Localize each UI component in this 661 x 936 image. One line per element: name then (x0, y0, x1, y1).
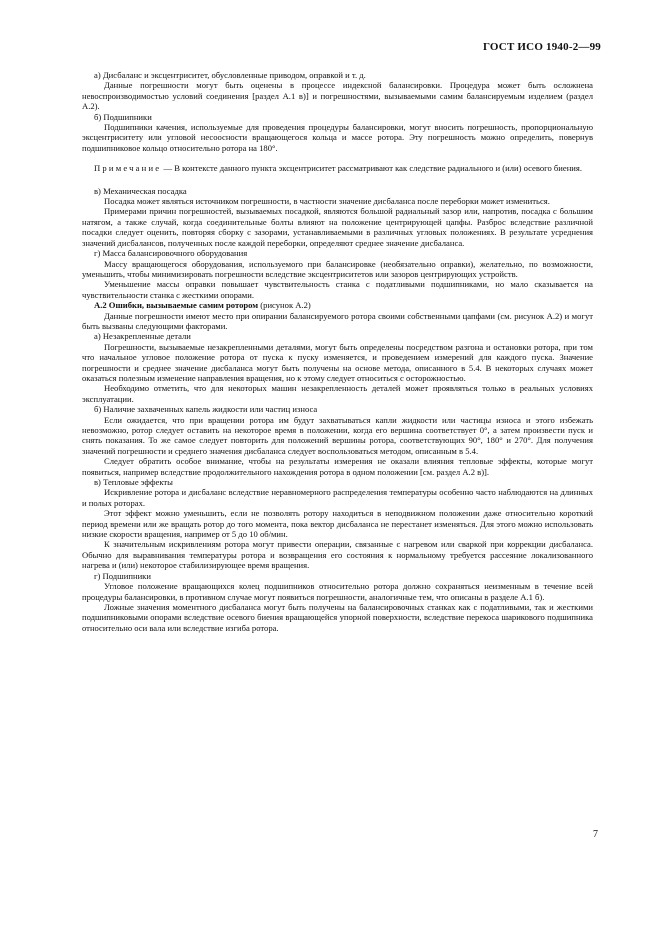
body-paragraph: Необходимо отметить, что для некоторых машин незакрепленность деталей может проявляться только в реальных условиях эксплуатации. (82, 383, 593, 404)
body-paragraph: Следует обратить особое внимание, чтобы на результаты измерения не оказали влияния тепловые эффекты, которые могут появиться, например вследствие продолжительного нахождения ротора в одном положении [см. раздел А.2 в)]. (82, 456, 593, 477)
body-paragraph: Данные погрешности имеют место при опирании балансируемого ротора своими собственными цапфами (см. рисунок А.2) и могут быть вызваны следующими факторами. (82, 310, 593, 331)
standard-header: ГОСТ ИСО 1940-2—99 (482, 41, 601, 53)
subsection-title: а) Дисбаланс и эксцентриситет, обусловленные приводом, оправкой и т. д. (94, 70, 366, 80)
body-paragraph: Подшипники качения, используемые для проведения процедуры балансировки, могут вносить погрешность, пропорциональную эксцентриситету или угловой несоосности вращающегося кольца и массе ротора. Эту погрешность можно определить, повернув подшипниковое кольцо относительно ротора на 180°. (82, 122, 593, 153)
subsection-title: б) Наличие захваченных капель жидкости или частиц износа (94, 404, 318, 415)
body-paragraph: Искривление ротора и дисбаланс вследствие неравномерного распределения температуры особенно часто наблюдаются на длинных и полых роторах. (82, 487, 593, 508)
body-paragraph: Массу вращающегося оборудования, используемого при балансировке (необязательно оправки), желательно, по возможности, уменьшить, чтобы минимизировать погрешности вследствие эксцентриситетов или зазоров центрирующих устройств. (82, 258, 593, 279)
note-text: — В контексте данного пункта эксцентриситет рассматривают как следствие радиального и (или) осевого биения. (161, 163, 583, 174)
body-paragraph: Если ожидается, что при вращении ротора им будут захватываться капли жидкости или частицы износа и этого избежать невозможно, ротор следует оставить на некоторое время в положении, когда его вершина соответствует 0°, а затем произвести пуск и снять показания. То же самое следует повторить для положений вершины ротора, соответствующих 90°, 180° и 270°. Для получения значений погрешности и среднего значения дисбаланса следует воспользоваться методом, описанным в 5.4. (82, 414, 593, 456)
body-paragraph: Ложные значения моментного дисбаланса могут быть получены на балансировочных станках как с податливыми, так и жесткими подшипниковыми опорами вследствие осевого биения вращающейся упорной поверхности, вследствие перекоса шарикового подшипника относительно оси вала или вследствие изгиба ротора. (82, 601, 593, 633)
body-paragraph: Примерами причин погрешностей, вызываемых посадкой, являются большой радиальный зазор или, напротив, посадка с большим натягом, а также случай, когда соединительные болты влияют на положение центрирующей цапфы. Разброс вследствие различной посадки следует оценить, повторяя сборку с зазорами, устанавливаемыми в различных угловых положениях. В результате усреднения значений дисбалансов, полученных после каждой переборки, определяют среднее значение дисбаланса. (82, 206, 593, 248)
subsection-title: в) Тепловые эффекты (94, 477, 173, 488)
body-paragraph: Посадка может являться источником погрешности, в частности значение дисбаланса после переборки может измениться. (104, 196, 550, 207)
body-paragraph: Уменьшение массы оправки повышает чувствительность станка с податливыми подшипниками, но мало сказывается на чувствительности станка с жесткими опорами. (82, 279, 593, 300)
body-paragraph: Угловое положение вращающихся колец подшипников относительно ротора должно сохраняться неизменным в течение всей процедуры балансировки, в противном случае могут появиться погрешности, аналогичные тем, что описаны в разделе А.1 б). (82, 581, 593, 602)
body-paragraph: Погрешности, вызываемые незакрепленными деталями, могут быть определены посредством разгона и остановки ротора, при том что начальное угловое положение ротора от пуска к пуску изменяется, и проведением измерений для каждого пуска. Значение погрешности и среднее значение дисбаланса могут быть получены на основе метода, описанного в 5.4. В некоторых случаях может оказаться полезным изменение направления вращения, но к этому следует относиться с осторожностью. (82, 341, 593, 383)
body-paragraph: Данные погрешности могут быть оценены в процессе индексной балансировки. Процедура может быть осложнена невоспроизводимостью условий соединения [раздел А.1 в)] и погрешностями, вызываемыми самим балансируемым изделием (раздел А.2). (82, 80, 593, 112)
note-label: Примечание (94, 163, 162, 174)
body-paragraph: К значительным искривлениям ротора могут привести операции, связанные с нагревом или сваркой при коррекции дисбаланса. Обычно для выравнивания температуры ротора и возвращения его состояния к нормальному требуется рассеяние локализованного нагрева и (или) некоторое стабилизирующее время вращения. (82, 539, 593, 571)
section-heading-reference: (рисунок А.2) (258, 300, 311, 311)
page-number: 7 (593, 829, 598, 840)
subsection-title: в) Механическая посадка (94, 185, 187, 196)
section-heading (82, 300, 593, 310)
subsection-title: б) Подшипники (94, 111, 152, 122)
section-heading-title: А.2 Ошибки, вызываемые самим ротором (94, 300, 259, 311)
note-paragraph (82, 163, 593, 173)
subsection-title: г) Масса балансировочного оборудования (94, 248, 248, 259)
document-body (82, 70, 593, 633)
subsection-title: а) Незакрепленные детали (94, 331, 191, 342)
subsection-title: г) Подшипники (94, 570, 151, 581)
body-paragraph: Этот эффект можно уменьшить, если не позволять ротору находиться в неподвижном положении даже относительно короткий период времени или же вращать ротор до того момента, пока вектор дисбаланса не перестанет изменяться. Для этого можно использовать низкие скорости вращения, например от 5 до 10 об/мин. (82, 508, 593, 540)
